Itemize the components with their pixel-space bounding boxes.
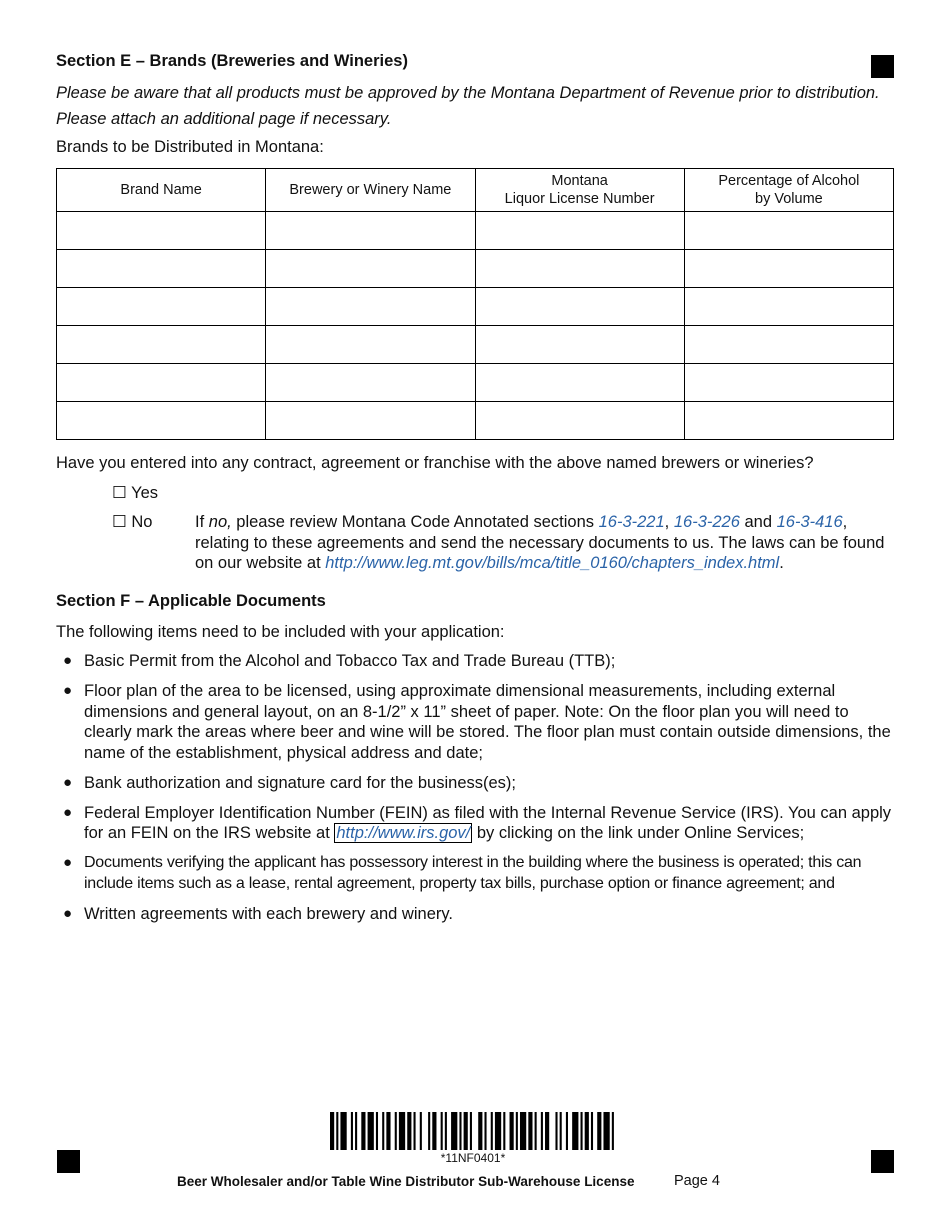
barcode-bar <box>368 1112 374 1150</box>
irs-website-link[interactable]: http://www.irs.gov/ <box>336 824 471 842</box>
barcode-bar <box>591 1112 593 1150</box>
form-title: Beer Wholesaler and/or Table Wine Distributor Sub-Warehouse License <box>177 1174 635 1189</box>
table-row <box>57 364 894 402</box>
license-number-cell[interactable] <box>475 212 684 250</box>
list-item: ● Federal Employer Identification Number (FEIN) as filed with the Internal Revenue Service (IRS). You can apply for an FEIN on the IRS website at http://www.irs.gov/ by clicking on the link under Online Services; <box>63 803 892 842</box>
barcode-bar <box>612 1112 614 1150</box>
table-row <box>57 212 894 250</box>
barcode-bar <box>459 1112 461 1150</box>
list-item: ● Basic Permit from the Alcohol and Tobacco Tax and Trade Bureau (TTB); <box>63 652 616 670</box>
brand-name-cell[interactable] <box>57 212 266 250</box>
barcode-bar <box>395 1112 397 1150</box>
mca-website-link[interactable]: http://www.leg.mt.gov/bills/mca/title_0160/chapters_index.html <box>325 554 780 572</box>
brewery-winery-cell[interactable] <box>266 250 475 288</box>
section-e-note <box>56 81 901 132</box>
barcode-bar <box>495 1112 501 1150</box>
list-item: ● Bank authorization and signature card for the business(es); <box>63 773 516 792</box>
section-e-note-line1: Please be aware that all products must be approved by the Montana Department of Revenue prior to distribution. <box>56 84 880 102</box>
barcode-bar <box>560 1112 562 1150</box>
bullet-icon: ● <box>63 803 73 821</box>
barcode-bar <box>428 1112 430 1150</box>
section-e-note-line2: Please attach an additional page if necessary. <box>56 109 392 128</box>
alcohol-percentage-cell[interactable] <box>684 288 893 326</box>
alcohol-percentage-cell[interactable] <box>684 326 893 364</box>
barcode-bar <box>340 1112 346 1150</box>
brands-table <box>56 168 894 440</box>
table-row <box>57 326 894 364</box>
barcode-bar <box>603 1112 609 1150</box>
barcode-bar <box>407 1112 411 1150</box>
barcode-bar <box>361 1112 365 1150</box>
license-number-cell[interactable] <box>475 326 684 364</box>
list-item: ● Written agreements with each brewery and winery. <box>63 904 453 923</box>
registration-mark-bottom-left <box>57 1150 80 1173</box>
barcode-bar <box>399 1112 405 1150</box>
barcode-bar <box>510 1112 514 1150</box>
mca-16-3-221-link[interactable]: 16-3-221 <box>598 513 665 531</box>
bullet-icon: ● <box>63 904 73 922</box>
barcode-bar <box>382 1112 384 1150</box>
header-brewery-winery-name: Brewery or Winery Name <box>266 169 475 212</box>
brewery-winery-cell[interactable] <box>266 212 475 250</box>
brand-name-cell[interactable] <box>57 402 266 440</box>
brewery-winery-cell[interactable] <box>266 326 475 364</box>
barcode-bar <box>330 1112 334 1150</box>
barcode-bar <box>451 1112 457 1150</box>
table-row <box>57 288 894 326</box>
brewery-winery-cell[interactable] <box>266 288 475 326</box>
barcode-bar <box>464 1112 468 1150</box>
header-alcohol-percentage: Percentage of Alcohol by Volume <box>684 169 893 212</box>
barcode <box>330 1112 616 1150</box>
bullet-icon: ● <box>63 652 73 669</box>
mca-16-3-226-link[interactable]: 16-3-226 <box>673 513 740 531</box>
table-row <box>57 250 894 288</box>
table-row <box>57 402 894 440</box>
barcode-bar <box>336 1112 338 1150</box>
yes-checkbox[interactable]: ☐ Yes <box>112 484 158 502</box>
alcohol-percentage-cell[interactable] <box>684 212 893 250</box>
barcode-bar <box>581 1112 583 1150</box>
bullet-icon: ● <box>63 773 73 791</box>
barcode-text: *11NF0401* <box>440 1151 506 1165</box>
registration-mark-bottom-right <box>871 1150 894 1173</box>
section-e-title: Section E – Brands (Breweries and Wineries) <box>56 52 408 70</box>
brand-name-cell[interactable] <box>57 326 266 364</box>
section-f-intro: The following items need to be included with your application: <box>56 623 505 641</box>
contract-question: Have you entered into any contract, agreement or franchise with the above named brewers or wineries? <box>56 454 814 472</box>
barcode-bar <box>555 1112 557 1150</box>
bullet-icon: ● <box>63 682 73 699</box>
list-item: ● Floor plan of the area to be licensed, using approximate dimensional measurements, including external dimensions and general layout, on an 8-1/2” x 11” sheet of paper. Note: On the floor plan you will need to clearly mark the areas where beer and wine will be stored. The floor plan must contain outside dimensions, the name of the establishment, physical address and date; <box>63 682 891 762</box>
brand-name-cell[interactable] <box>57 364 266 402</box>
barcode-bar <box>386 1112 390 1150</box>
section-f-title: Section F – Applicable Documents <box>56 592 326 610</box>
barcode-bar <box>414 1112 416 1150</box>
barcode-bar <box>351 1112 353 1150</box>
list-item: ● Documents verifying the applicant has possessory interest in the building where the business is operated; this can include items such as a lease, rental agreement, property tax bills, purchase option or finance agreement; and <box>63 854 862 892</box>
barcode-bar <box>516 1112 518 1150</box>
header-brand-name: Brand Name <box>57 169 266 212</box>
barcode-bar <box>566 1112 568 1150</box>
license-number-cell[interactable] <box>475 288 684 326</box>
barcode-bar <box>355 1112 357 1150</box>
barcode-bar <box>484 1112 486 1150</box>
barcode-bar <box>572 1112 578 1150</box>
brands-label: Brands to be Distributed in Montana: <box>56 138 324 156</box>
license-number-cell[interactable] <box>475 364 684 402</box>
no-checkbox[interactable]: ☐ No <box>112 513 153 531</box>
barcode-bar <box>520 1112 526 1150</box>
barcode-bar <box>470 1112 472 1150</box>
license-number-cell[interactable] <box>475 250 684 288</box>
barcode-bar <box>503 1112 505 1150</box>
alcohol-percentage-cell[interactable] <box>684 250 893 288</box>
brand-name-cell[interactable] <box>57 250 266 288</box>
barcode-bar <box>491 1112 493 1150</box>
barcode-bar <box>528 1112 532 1150</box>
barcode-bar <box>597 1112 601 1150</box>
brand-name-cell[interactable] <box>57 288 266 326</box>
barcode-bar <box>445 1112 447 1150</box>
alcohol-percentage-cell[interactable] <box>684 364 893 402</box>
brands-table-header-row <box>57 169 894 212</box>
license-number-cell[interactable] <box>475 402 684 440</box>
barcode-bar <box>441 1112 443 1150</box>
barcode-bar <box>545 1112 549 1150</box>
barcode-bar <box>432 1112 436 1150</box>
brewery-winery-cell[interactable] <box>266 402 475 440</box>
alcohol-percentage-cell[interactable] <box>684 402 893 440</box>
registration-mark-top-right <box>871 55 894 78</box>
barcode-bar <box>541 1112 543 1150</box>
page-number: Page 4 <box>674 1173 720 1189</box>
barcode-bar <box>376 1112 378 1150</box>
barcode-bar <box>420 1112 422 1150</box>
brewery-winery-cell[interactable] <box>266 364 475 402</box>
header-liquor-license-number: Montana Liquor License Number <box>475 169 684 212</box>
barcode-bar <box>478 1112 482 1150</box>
documents-list <box>56 651 896 934</box>
barcode-bar <box>535 1112 537 1150</box>
bullet-icon: ● <box>63 854 72 871</box>
mca-16-3-416-link[interactable]: 16-3-416 <box>776 513 843 531</box>
barcode-bar <box>585 1112 589 1150</box>
no-instructions: If no, please review Montana Code Annotated sections 16-3-221, 16-3-226 and 16-3-416, relating to these agreements and send the necessary documents to us. The laws can be found on our website at http://www.leg.mt.gov/bills/mca/title_0160/chapters_index.html. <box>195 513 885 572</box>
